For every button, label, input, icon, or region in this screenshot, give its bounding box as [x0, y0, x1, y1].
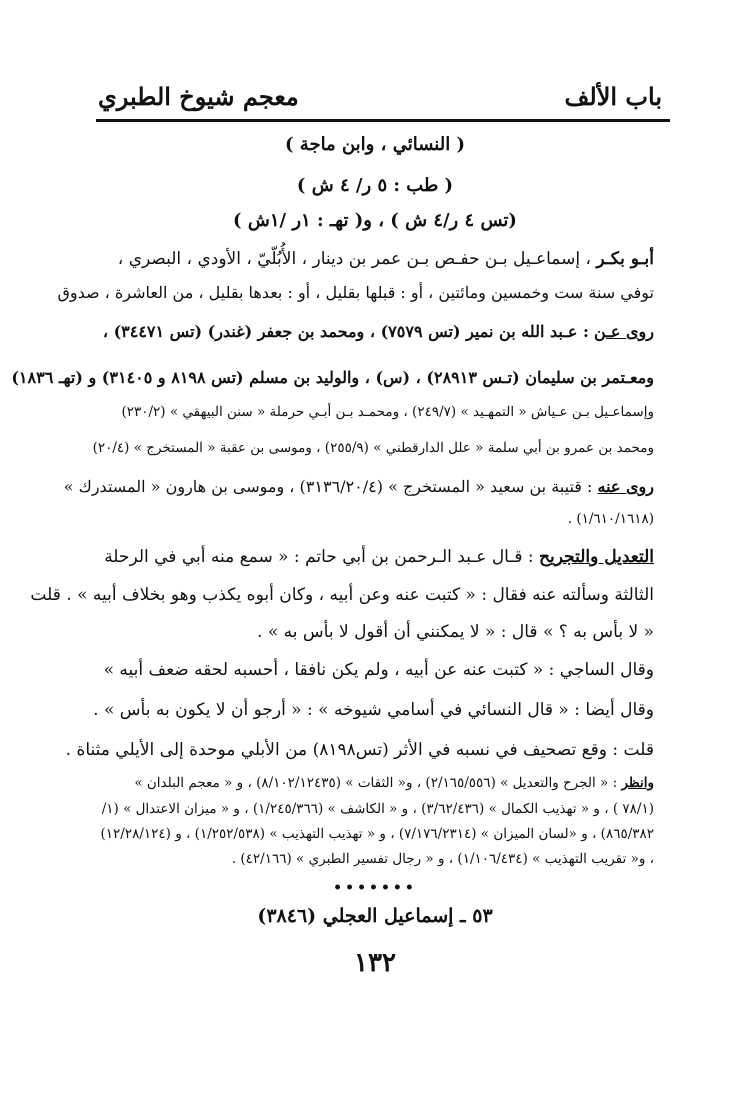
rawa-an-line-2: ومعـتمر بن سليمان (تـس ٢٨٩١٣) ، (س) ، والوليد بن مسلم (تس ٨١٩٨ و ٣١٤٠٥) و (تهـ ١٨٣٦): [11, 368, 654, 387]
rawa-an-line-1: [92, 322, 654, 341]
bio-line-1: [92, 249, 654, 269]
rawa-an-label: روى عـن: [594, 322, 654, 341]
tabari-count-line: ( طب : ٥ ر/ ٤ ش ): [296, 175, 454, 196]
refs-line-4: ، و« تقريب التهذيب » (١/١٠٦/٤٣٤) ، و « رجال تفسير الطبري » (٤٢/١٦٦) .: [231, 851, 654, 867]
refs-label: وانظر: [621, 775, 654, 791]
bio-line-2: توفي سنة ست وخمسين ومائتين ، أو : قبلها بقليل ، أو : بعدها بقليل ، من العاشرة ، صدوق: [57, 283, 654, 302]
book-title: معجم شيوخ الطبري: [98, 82, 299, 111]
refs-line-2: (٧٨/١ ) ، و « تهذيب الكمال » (٣/٦٢/٤٣٦) ، و « الكاشف » (١/٢٤٥/٣٦٦) ، و « ميزان الاعتدال » (١/: [101, 801, 654, 817]
rawa-anhu-text-1: : قتيبة بن سعيد « المستخرج » (٣١٣٦/٢٠/٤) ، وموسى بن هارون « المستدرك »: [63, 477, 593, 496]
bio-text-1: ، إسماعـيل بـن حفـص بـن عمر بن دينار ، الأُبُلّيّ ، الأودي ، البصري ،: [117, 249, 591, 269]
separator-dots: •••••••: [333, 880, 417, 896]
page-number: ١٣٢: [354, 948, 396, 978]
refs-text-1: : « الجرح والتعديل » (٢/١٦٥/٥٥٦) ، و« الثقات » (٨/١٠٢/١٢٤٣٥) ، و « معجم البلدان »: [134, 775, 618, 791]
header-rule: [96, 119, 670, 122]
bio-name: أبـو بكـر: [596, 249, 654, 269]
source-books-line: ( النسائي ، وابن ماجة ): [285, 134, 465, 155]
tafsir-count-line: (تس ٤ ر/٤ ش ) ، و( تهـ : ١ر /١ش ): [233, 210, 517, 231]
tadil-line-5: وقال أيضا : « قال النسائي في أسامي شيوخه » : « أرجو أن لا يكون به بأس » .: [93, 700, 654, 720]
rawa-anhu-label: روى عنه: [597, 477, 654, 496]
rawa-an-line-3: وإسماعـيل بـن عـياش « التمهـيد » (٢٤٩/٧) ، ومحمـد بـن أبـي حرملة « سنن البيهقي » (٢٣٠/٢): [121, 404, 654, 420]
tadil-line-1: [92, 547, 654, 567]
chapter-title: باب الألف: [564, 82, 662, 111]
next-entry-heading: ٥٣ ـ إسماعيل العجلي (٣٨٤٦): [257, 905, 493, 927]
refs-line-3: ٨٦٥/٣٨٢) ، و «لسان الميزان » (٧/١٧٦/٢٣١٤) ، و « تهذيب التهذيب » (١/٢٥٢/٥٣٨) ، و (١٢/٢٨/١٢٤): [100, 826, 654, 842]
rawa-an-text-1: : عـبد الله بن نمير (تس ٧٥٧٩) ، ومحمد بن جعفر (غندر) (تس ٣٤٤٧١) ،: [102, 322, 589, 341]
tadil-label: التعديل والتجريح: [539, 547, 654, 567]
tadil-line-4: وقال الساجي : « كتبت عنه عن أبيه ، ولم يكن نافقا ، أحسبه لحقه ضعف أبيه »: [103, 660, 654, 680]
refs-line-1: [92, 775, 654, 791]
tadil-line-2: الثالثة وسألته عنه فقال : « كتبت عنه وعن أبيه ، وكان أبوه يكذب وهو بخلاف أبيه » . قلت: [30, 585, 654, 605]
rawa-anhu-line-1: [63, 477, 654, 496]
rawa-anhu-line-2: (١/٦١٠/١٦١٨) .: [567, 511, 654, 527]
tadil-line-3: « لا بأس به ؟ » قال : « لا يمكنني أن أقول لا بأس به » .: [257, 622, 654, 642]
tadil-text-1: : قـال عـبد الـرحمن بن أبي حاتم : « سمع منه أبي في الرحلة: [104, 547, 534, 567]
tadil-line-6: قلت : وقع تصحيف في نسبه في الأثر (تس٨١٩٨) من الأبلي موحدة إلى الأيلي مثناة .: [65, 740, 654, 760]
rawa-an-line-4: ومحمد بن عمرو بن أبي سلمة « علل الدارقطني » (٢٥٥/٩) ، وموسى بن عقبة « المستخرج » (٢٠/٤): [92, 440, 654, 456]
